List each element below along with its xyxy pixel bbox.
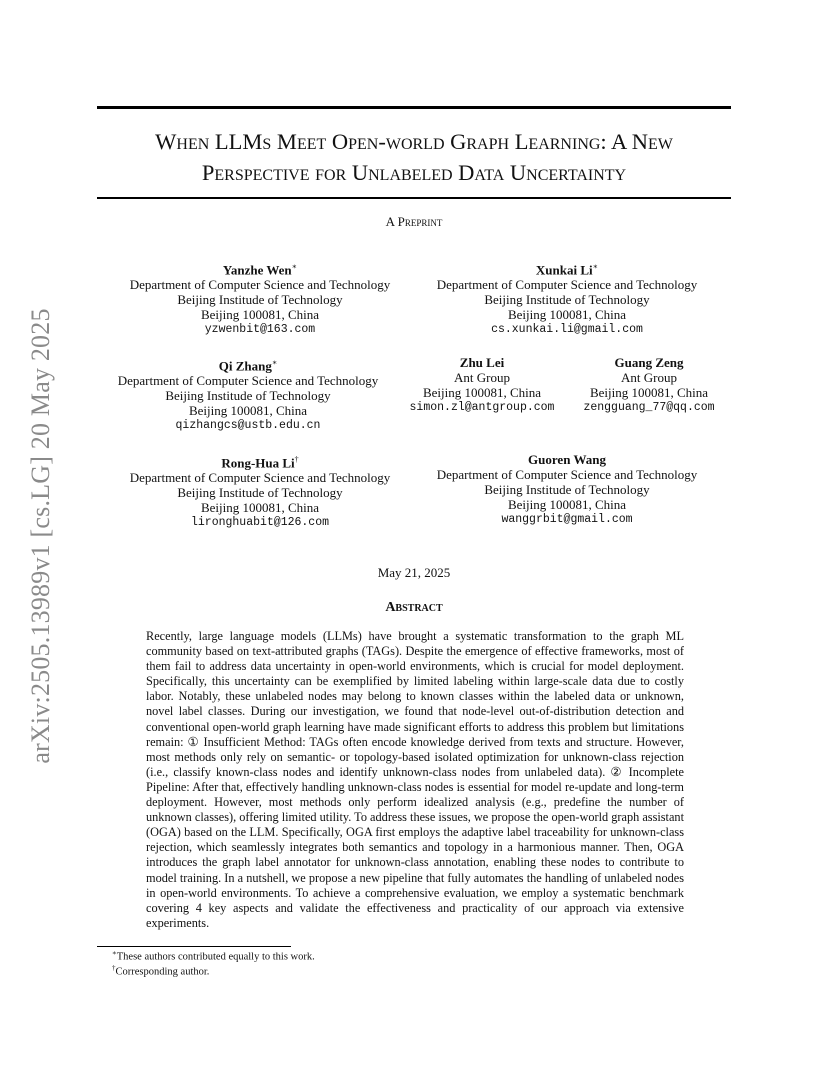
author-mark: ∗: [271, 358, 278, 367]
author-block: [98, 355, 398, 433]
arxiv-id-text: arXiv:2505.13989v1 [cs.LG] 20 May 2025: [26, 308, 55, 764]
author-mark: ∗: [291, 262, 298, 271]
author-block: [417, 452, 717, 527]
footnote: [112, 964, 209, 978]
author-block: [417, 259, 717, 337]
author-address: Beijing 100081, China: [200, 307, 320, 323]
author-address: Beijing 100081, China: [200, 500, 320, 516]
author-name: Qi Zhang: [218, 358, 272, 374]
author-dept: Department of Computer Science and Technology: [129, 470, 391, 486]
paper-title: [97, 126, 731, 188]
title-top-rule: [97, 106, 731, 109]
title-line-2: Perspective for Unlabeled Data Uncertainty: [201, 160, 627, 185]
author-email: lironghuabit@126.com: [190, 516, 330, 530]
author-org: Beijing Institude of Technology: [484, 482, 650, 497]
author-org: Beijing Institude of Technology: [484, 292, 650, 308]
author-email: simon.zl@antgroup.com: [409, 401, 555, 414]
author-address: Beijing 100081, China: [188, 403, 308, 419]
author-email: wanggrbit@gmail.com: [501, 513, 633, 526]
author-address: Beijing 100081, China: [507, 497, 627, 512]
author-address: Beijing 100081, China: [507, 307, 627, 323]
author-name: Guoren Wang: [528, 452, 606, 467]
author-org: Ant Group: [454, 370, 510, 385]
footnote-text: Corresponding author.: [115, 966, 210, 978]
abstract-heading: Abstract: [385, 600, 443, 615]
publication-date: May 21, 2025: [377, 565, 451, 580]
footnote-rule: [97, 946, 291, 947]
author-mark: †: [294, 455, 299, 464]
footnote-mark: ∗: [112, 949, 117, 957]
author-org: Ant Group: [621, 370, 677, 385]
author-org: Beijing Institude of Technology: [177, 485, 343, 501]
author-name: Rong-Hua Li: [221, 455, 295, 471]
author-dept: Department of Computer Science and Technology: [436, 467, 698, 482]
footnote: [112, 949, 315, 963]
author-name: Xunkai Li: [535, 262, 593, 278]
author-email: zengguang_77@qq.com: [583, 401, 715, 414]
author-dept: Department of Computer Science and Technology: [117, 373, 379, 389]
author-email: yzwenbit@163.com: [204, 323, 316, 337]
author-block: [572, 355, 726, 415]
author-name: Yanzhe Wen: [222, 262, 292, 278]
author-dept: Department of Computer Science and Technology: [436, 277, 698, 293]
author-email: cs.xunkai.li@gmail.com: [491, 323, 643, 337]
author-block: [110, 259, 410, 337]
author-address: Beijing 100081, China: [422, 385, 542, 400]
abstract-text: Recently, large language models (LLMs) have brought a systematic transformation to the graph ML community based on text-attributed graphs (TAGs). Despite the emergence of effective frameworks, most of them fail to address data uncertainty in open-world environments, which is crucial for model deployment. Specifically, this uncertainty can be exemplified by limited labeling within large-scale data due to costly labor. Notably, these unlabeled nodes may belong to known classes within the labeled data or unknown, novel label classes. During our investigation, we found that node-level out-of-distribution detection and conventional open-world graph learning have made significant efforts to address this problem but limitations remain: ① Insufficient Method: TAGs often encode knowledge derived from texts and structure. However, most methods only rely on semantic- or topology-based isolated optimization for unknown-class rejection (i.e., classify known-class nodes and identify unknown-class nodes from unlabeled data). ② Incomplete Pipeline: After that, effectively handling unknown-class nodes is essential for model re-update and long-term deployment. However, most methods only perform idealized analysis (e.g., predefine the number of unknown classes), offering limited utility. To address these issues, we propose the open-world graph assistant (OGA) based on the LLM. Specifically, OGA first employs the adaptive label traceability for unknown-class rejection, which seamlessly integrates both semantics and topology in a harmonious manner. Then, OGA introduces the graph label annotator for unknown-class annotation, enabling these nodes to contribute to model training. In a nutshell, we propose a new pipeline that fully automates the handling of unlabeled nodes in open-world environments. To achieve a comprehensive evaluation, we employ a systematic benchmark covering 4 key aspects and validate the effectiveness and practicality of our approach via extensive experiments.: [146, 629, 684, 930]
author-dept: Department of Computer Science and Technology: [129, 277, 391, 293]
author-email: qizhangcs@ustb.edu.cn: [175, 419, 321, 433]
author-block: [402, 355, 562, 415]
author-mark: ∗: [592, 262, 599, 271]
author-org: Beijing Institude of Technology: [177, 292, 343, 308]
author-name: Zhu Lei: [459, 355, 505, 370]
author-block: [110, 452, 410, 530]
title-bottom-rule: [97, 197, 731, 199]
footnote-mark: †: [112, 964, 116, 972]
preprint-label: A Preprint: [385, 214, 443, 229]
footnote-text: These authors contributed equally to this work.: [116, 951, 315, 963]
arxiv-side-identifier: [26, 296, 56, 776]
author-address: Beijing 100081, China: [589, 385, 709, 400]
author-org: Beijing Institude of Technology: [165, 388, 331, 404]
title-line-1: When LLMs Meet Open-world Graph Learning: A New: [155, 129, 673, 154]
author-name: Guang Zeng: [614, 355, 684, 370]
